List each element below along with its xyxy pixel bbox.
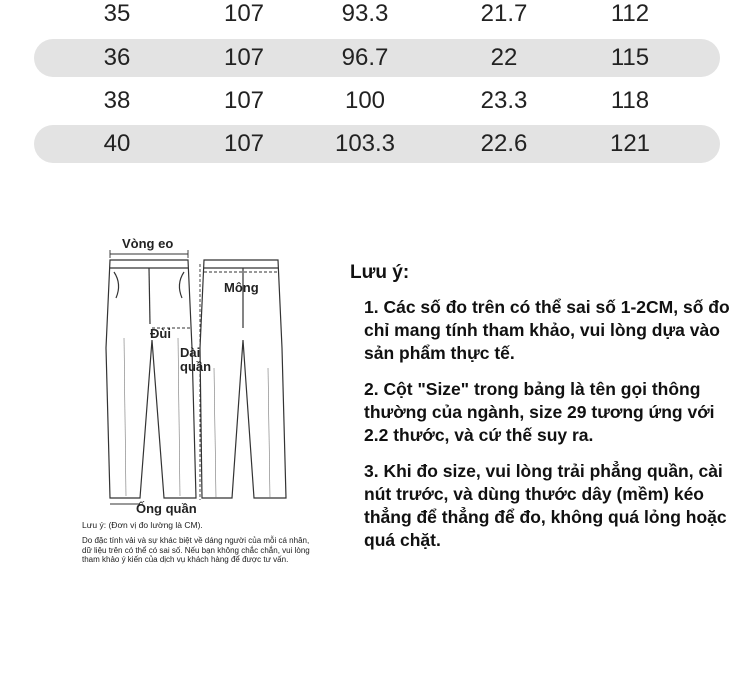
table-cell: 107 (223, 0, 265, 27)
note-item: 3. Khi đo size, vui lòng trải phẳng quần, cài nút trước, và dùng thước dây (mềm) kéo thẳng để thẳng để đo, không quá lỏng hoặc quá chặt. (364, 461, 727, 550)
thigh-label: Đùi (150, 326, 171, 341)
table-cell: 36 (103, 44, 131, 71)
table-cell: 121 (609, 130, 651, 157)
table-cell: 40 (103, 130, 131, 157)
hip-label: Mông (224, 280, 259, 295)
table-row (34, 125, 720, 163)
table-cell: 115 (610, 44, 650, 71)
note-item: 2. Cột "Size" trong bảng là tên gọi thông thường của ngành, size 29 tương ứng với 2.2 thước, và cứ thế suy ra. (364, 379, 715, 445)
table-cell: 103.3 (334, 130, 396, 157)
table-row (34, 39, 720, 77)
notes-title: Lưu ý: (350, 262, 410, 283)
table-cell: 21.7 (480, 0, 528, 27)
table-row (34, 0, 720, 32)
table-row (34, 82, 720, 120)
table-cell: 23.3 (480, 87, 528, 114)
unit-note: Lưu ý: (Đơn vị đo lường là CM). (82, 520, 203, 530)
notes-panel (350, 262, 730, 565)
size-table (34, 0, 720, 168)
table-cell: 118 (610, 87, 650, 114)
disclaimer-note: Do đặc tính vải và sự khác biệt về dáng người của mỗi cá nhân, dữ liệu trên có thể có sai số. Nếu bạn không chắc chắn, vui lòng tham khảo ý kiến của dịch vụ khách hàng để được tư vấn. (82, 536, 310, 564)
pants-measurement-diagram (80, 228, 320, 588)
pants-length-label: Dài quần (180, 345, 212, 374)
waist-label: Vòng eo (122, 236, 174, 251)
note-item: 1. Các số đo trên có thể sai số 1-2CM, số đo chỉ mang tính tham khảo, vui lòng dựa vào sản phẩm thực tế. (364, 297, 730, 363)
table-cell: 22.6 (480, 130, 528, 157)
table-cell: 107 (223, 130, 265, 157)
table-cell: 96.7 (341, 44, 389, 71)
table-cell: 22 (490, 44, 518, 71)
table-cell: 112 (610, 0, 650, 27)
hem-label: Ống quần (136, 501, 197, 516)
table-cell: 100 (344, 87, 386, 114)
table-cell: 107 (223, 87, 265, 114)
table-cell: 93.3 (341, 0, 389, 27)
table-cell: 38 (103, 87, 131, 114)
table-cell: 107 (223, 44, 265, 71)
table-cell: 35 (103, 0, 131, 27)
